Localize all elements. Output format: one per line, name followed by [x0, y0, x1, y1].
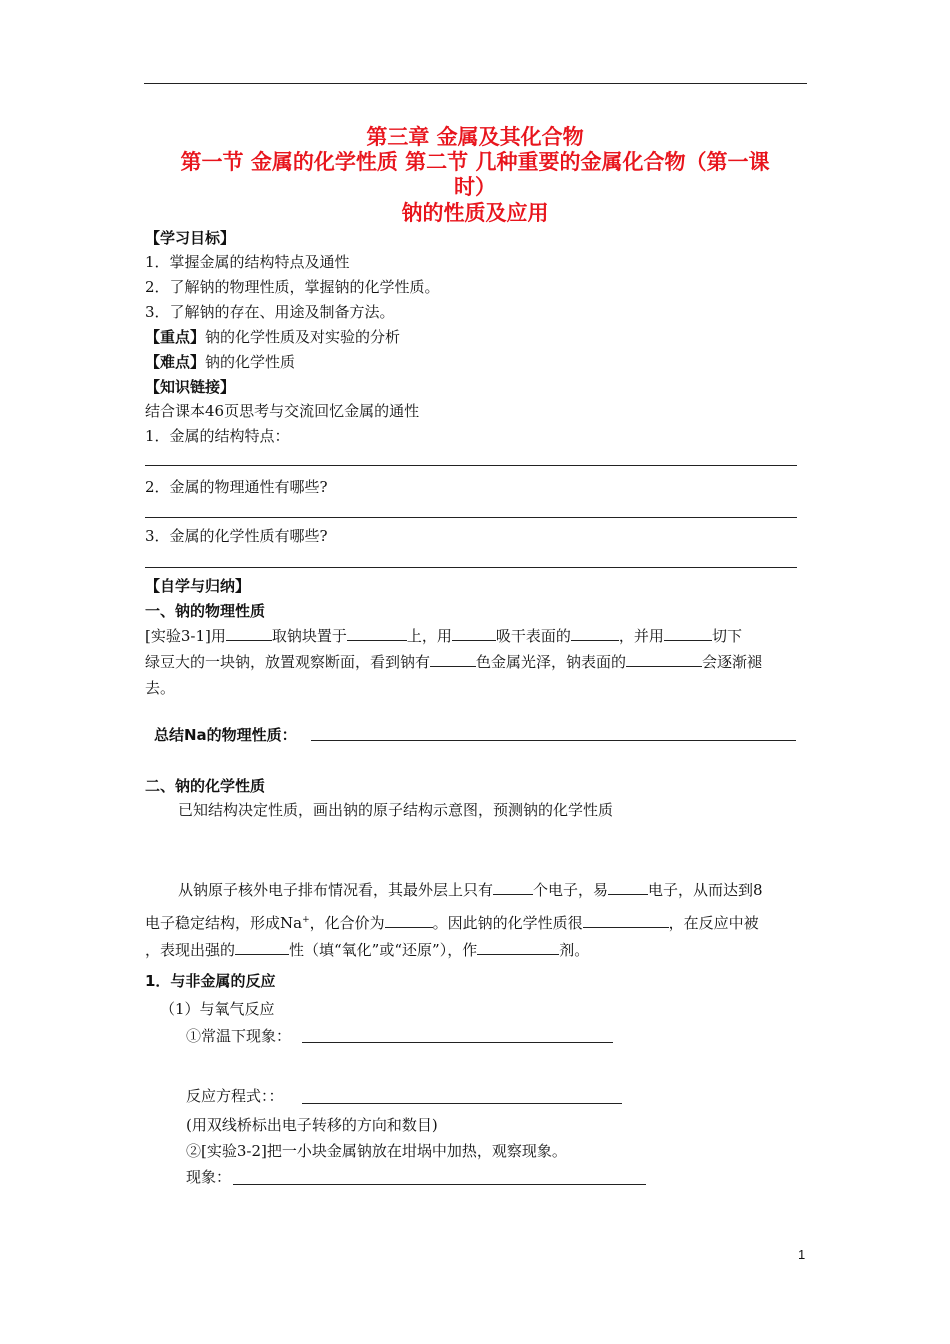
section-title-line1: 第一节 金属的化学性质 第二节 几种重要的金属化合物（第一课	[180, 150, 770, 174]
text: 性（填“氧化”或“还原”），作	[289, 941, 478, 959]
objective-item: 3．了解钠的存在、用途及制备方法。	[145, 303, 395, 321]
answer-line[interactable]	[302, 1103, 622, 1104]
objective-item: 1．掌握金属的结构特点及通性	[145, 253, 350, 271]
electron-paragraph-line1	[178, 876, 763, 904]
answer-line[interactable]	[233, 1184, 646, 1185]
observe-label: 现象：	[186, 1168, 232, 1186]
text: 上，用	[406, 627, 452, 645]
physical-summary-label: 总结Na的物理性质：	[154, 726, 297, 744]
text: 会逐渐褪	[702, 653, 763, 671]
text: ，并用	[618, 627, 664, 645]
text: 色金属光泽，钠表面的	[476, 653, 627, 671]
text: 电子稳定结构，形成Na	[145, 914, 303, 932]
text: ，化合价为	[309, 914, 385, 932]
objective-item: 2．了解钠的物理性质，掌握钠的化学性质。	[145, 278, 440, 296]
chapter-title: 第三章 金属及其化合物	[366, 125, 584, 149]
objectives-heading: 【学习目标】	[145, 229, 236, 247]
text: 切下	[711, 627, 742, 645]
answer-line[interactable]	[302, 1042, 613, 1043]
text: 绿豆大的一块钠，放置观察断面，看到钠有	[145, 653, 431, 671]
fill-blank[interactable]	[664, 624, 712, 641]
text: 个电子，易	[533, 881, 609, 899]
header-rule	[144, 83, 807, 84]
key-point-label: 【重点】	[145, 328, 206, 346]
difficulty-text: 钠的化学性质	[205, 353, 296, 371]
chemical-intro: 已知结构决定性质，画出钠的原子结构示意图，预测钠的化学性质	[178, 801, 614, 819]
text: ，表现出强的	[145, 941, 236, 959]
key-point	[145, 326, 400, 348]
page-number: 1	[798, 1247, 806, 1262]
physical-heading: 一、钠的物理性质	[145, 602, 266, 620]
question: 1．金属的结构特点：	[145, 427, 290, 445]
question: 2．金属的物理通性有哪些?	[145, 478, 328, 496]
fill-blank[interactable]	[347, 624, 407, 641]
fill-blank[interactable]	[571, 624, 619, 641]
knowledge-link-heading: 【知识链接】	[145, 378, 236, 396]
equation-label: 反应方程式：：	[186, 1087, 284, 1105]
nonmetal-reaction-heading: 1．与非金属的反应	[145, 972, 276, 990]
fill-blank[interactable]	[493, 878, 533, 895]
experiment-3-1-line1	[145, 623, 742, 649]
section-title-line2: 时）	[454, 175, 496, 199]
fill-blank[interactable]	[235, 938, 289, 955]
text: 剂。	[559, 941, 590, 959]
chemical-heading: 二、钠的化学性质	[145, 777, 266, 795]
self-study-heading: 【自学与归纳】	[145, 577, 251, 595]
double-bridge-note: (用双线桥标出电子转移的方向和数目)	[186, 1116, 438, 1134]
text: 从钠原子核外电子排布情况看，其最外层上只有	[178, 881, 494, 899]
fill-blank[interactable]	[226, 624, 272, 641]
knowledge-link-intro: 结合课本46页思考与交流回忆金属的通性	[145, 402, 420, 420]
experiment-3-1-line3: 去。	[145, 679, 176, 697]
difficulty-label: 【难点】	[145, 353, 206, 371]
answer-line[interactable]	[145, 465, 797, 466]
electron-paragraph-line2	[145, 906, 759, 937]
fill-blank[interactable]	[430, 650, 476, 667]
electron-paragraph-line3	[145, 936, 589, 964]
experiment-3-1-line2	[145, 649, 762, 675]
answer-line[interactable]	[145, 517, 797, 518]
answer-line[interactable]	[311, 740, 796, 741]
superscript: +	[302, 915, 310, 925]
lesson-title: 钠的性质及应用	[401, 201, 549, 225]
text: 电子，从而达到8	[648, 881, 763, 899]
text: [实验3-1]用	[145, 627, 226, 645]
text: 取钠块置于	[271, 627, 347, 645]
text: 吸干表面的	[495, 627, 571, 645]
key-point-text: 钠的化学性质及对实验的分析	[205, 328, 401, 346]
fill-blank[interactable]	[583, 911, 669, 928]
fill-blank[interactable]	[626, 650, 702, 667]
oxygen-reaction-heading: （1）与氧气反应	[160, 1000, 275, 1018]
fill-blank[interactable]	[452, 624, 496, 641]
answer-line[interactable]	[145, 567, 797, 568]
experiment-3-2: ②[实验3-2]把一小块金属钠放在坩埚中加热，观察现象。	[186, 1142, 567, 1160]
room-temp-label: ①常温下现象：	[186, 1027, 292, 1045]
fill-blank[interactable]	[477, 938, 559, 955]
fill-blank[interactable]	[608, 878, 648, 895]
difficulty	[145, 351, 295, 373]
fill-blank[interactable]	[385, 911, 433, 928]
question: 3．金属的化学性质有哪些?	[145, 527, 328, 545]
text: ，在反应中被	[668, 914, 759, 932]
text: 。因此钠的化学性质很	[432, 914, 583, 932]
